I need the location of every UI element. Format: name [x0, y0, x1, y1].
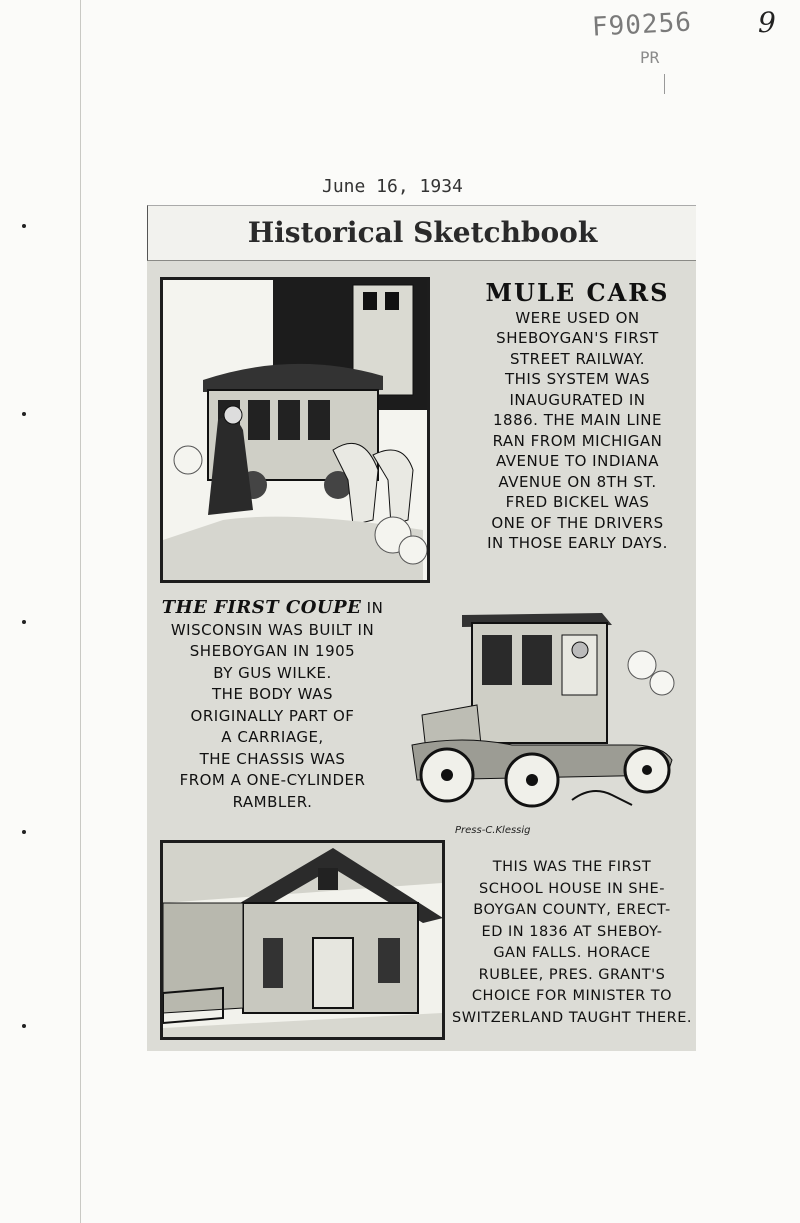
- first-coupe-text: [155, 597, 390, 813]
- text-line: A CARRIAGE,: [221, 728, 324, 746]
- first-coupe-illustration: [402, 595, 692, 825]
- text-line: SCHOOL HOUSE IN SHE-: [479, 880, 665, 897]
- page-edge-line: [80, 0, 81, 1223]
- clipping-date: June 16, 1934: [322, 176, 463, 197]
- text-line: STREET RAILWAY.: [510, 349, 645, 368]
- archive-tick-mark: [664, 74, 665, 94]
- banner: [147, 205, 696, 261]
- text-line: AVENUE TO INDIANA: [495, 452, 660, 470]
- margin-dot: [22, 1024, 26, 1028]
- text-line: SHEBOYGAN'S FIRST: [496, 329, 659, 347]
- mule-car-illustration: [160, 277, 430, 583]
- text-line: IN THOSE EARLY DAYS.: [487, 534, 668, 552]
- text-line: ORIGINALLY PART OF: [190, 706, 355, 725]
- school-house-text: [452, 857, 692, 1029]
- text-line: FRED BICKEL WAS: [505, 493, 650, 511]
- text-line: WISCONSIN WAS BUILT IN: [170, 620, 375, 639]
- text-line: AVENUE ON 8TH ST.: [498, 472, 657, 491]
- banner-title: Historical Sketchbook: [247, 216, 598, 249]
- text-line: ED IN 1836 AT SHEBOY-: [481, 923, 663, 940]
- text-line: ONE OF THE DRIVERS: [491, 513, 664, 532]
- margin-dot: [22, 224, 26, 228]
- text-line: BOYGAN COUNTY, ERECT-: [473, 902, 671, 918]
- text-line: SWITZERLAND TAUGHT THERE.: [452, 1009, 692, 1026]
- text-line: FROM A ONE-CYLINDER: [179, 771, 366, 789]
- text-line: RAMBLER.: [232, 792, 313, 811]
- text-line: THIS SYSTEM WAS: [504, 370, 650, 388]
- margin-dot: [22, 620, 26, 624]
- first-coupe-first-line: [155, 597, 390, 620]
- text-line: CHOICE FOR MINISTER TO: [471, 988, 673, 1004]
- text-line: INAUGURATED IN: [509, 390, 646, 409]
- school-house-illustration: [160, 840, 445, 1040]
- text-line: GAN FALLS. HORACE: [493, 945, 651, 961]
- page-number: 9: [758, 6, 776, 39]
- text-line: SHEBOYGAN IN 1905: [189, 642, 356, 660]
- newspaper-clipping: [147, 205, 696, 1051]
- text-line: BY GUS WILKE.: [213, 663, 332, 682]
- text-line: RAN FROM MICHIGAN: [492, 431, 663, 450]
- artist-signature: Press-C.Klessig: [455, 825, 531, 836]
- margin-dot: [22, 412, 26, 416]
- text-line: THIS WAS THE FIRST: [492, 859, 652, 875]
- text-line: IN: [366, 599, 384, 617]
- text-line: RUBLEE, PRES. GRANT'S: [478, 966, 666, 983]
- archive-id: F90256: [591, 7, 693, 43]
- margin-dot: [22, 830, 26, 834]
- text-line: THE CHASSIS WAS: [199, 749, 346, 768]
- first-coupe-heading: THE FIRST COUPE: [161, 597, 362, 618]
- text-line: THE BODY WAS: [212, 685, 333, 703]
- archive-sub: PR: [640, 48, 660, 67]
- text-line: 1886. THE MAIN LINE: [493, 411, 662, 429]
- mule-cars-heading: MULE CARS: [485, 278, 670, 307]
- text-line: WERE USED ON: [515, 308, 640, 327]
- mule-cars-text: [465, 278, 690, 554]
